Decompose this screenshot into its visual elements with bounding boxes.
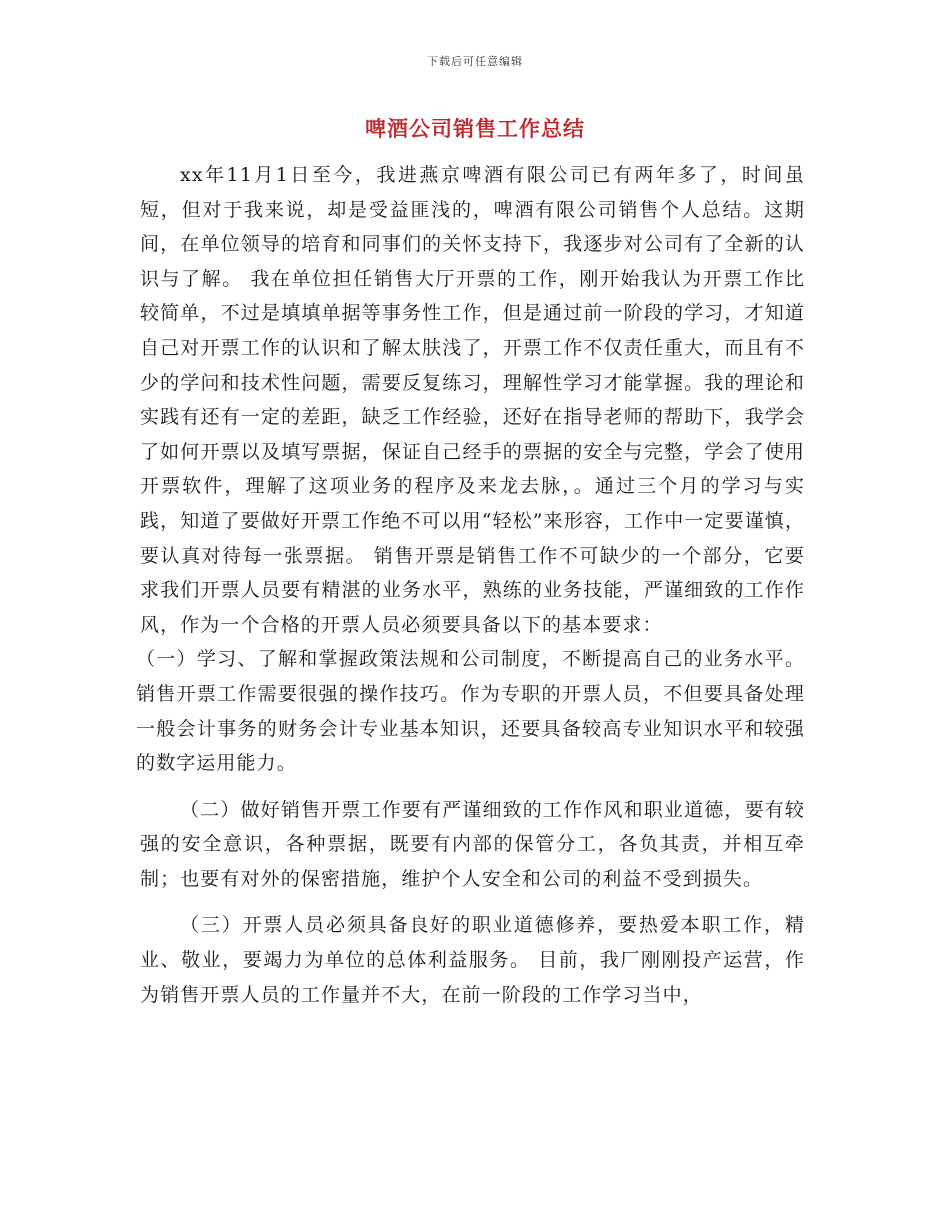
header-note: 下载后可任意编辑 (427, 55, 523, 68)
paragraph-requirement-1: （一）学习、了解和掌握政策法规和公司制度，不断提高自己的业务水平。销售开票工作需要很强的操作技巧。作为专职的开票人员，不但要具备处理一般会计事务的财务会计专业基本知识，还要具备较高专业知识水平和较强的数字运用能力。 (136, 648, 805, 775)
paragraph-requirement-3: （三）开票人员必须具备良好的职业道德修养，要热爱本职工作，精业、敬业，要竭力为单位的总体利益服务。 目前，我厂刚刚投产运营，作为销售开票人员的工作量并不大，在前一阶段的工作学习当中， (140, 914, 805, 1006)
paragraph-intro: xx年11月1日至今，我进燕京啤酒有限公司已有两年多了，时间虽短，但对于我来说，却是受益匪浅的，啤酒有限公司销售个人总结。这期间，在单位领导的培育和同事们的关怀支持下，我逐步对公司有了全新的认识与了解。 我在单位担任销售大厅开票的工作，刚开始我认为开票工作比较简单，不过是填填单据等事务性工作，但是通过前一阶段的学习，才知道自己对开票工作的认识和了解太肤浅了，开票工作不仅责任重大，而且有不少的学问和技术性问题，需要反复练习，理解性学习才能掌握。我的理论和实践有还有一定的差距，缺乏工作经验，还好在指导老师的帮助下，我学会了如何开票以及填写票据，保证自己经手的票据的安全与完整，学会了使用开票软件，理解了这项业务的程序及来龙去脉，。通过三个月的学习与实践，知道了要做好开票工作绝不可以用“轻松”来形容，工作中一定要谨慎，要认真对待每一张票据。 销售开票是销售工作不可缺少的一个部分，它要求我们开票人员要有精湛的业务水平，熟练的业务技能，严谨细致的工作作风，作为一个合格的开票人员必须要具备以下的基本要求： (140, 164, 805, 636)
document-body (136, 158, 805, 1012)
paragraph-requirement-2: （二）做好销售开票工作要有严谨细致的工作作风和职业道德，要有较强的安全意识，各种票据，既要有内部的保管分工，各负其责，并相互牵制；也要有对外的保密措施，维护个人安全和公司的利益不受到损失。 (140, 798, 805, 890)
document-title: 啤酒公司销售工作总结 (365, 116, 585, 141)
